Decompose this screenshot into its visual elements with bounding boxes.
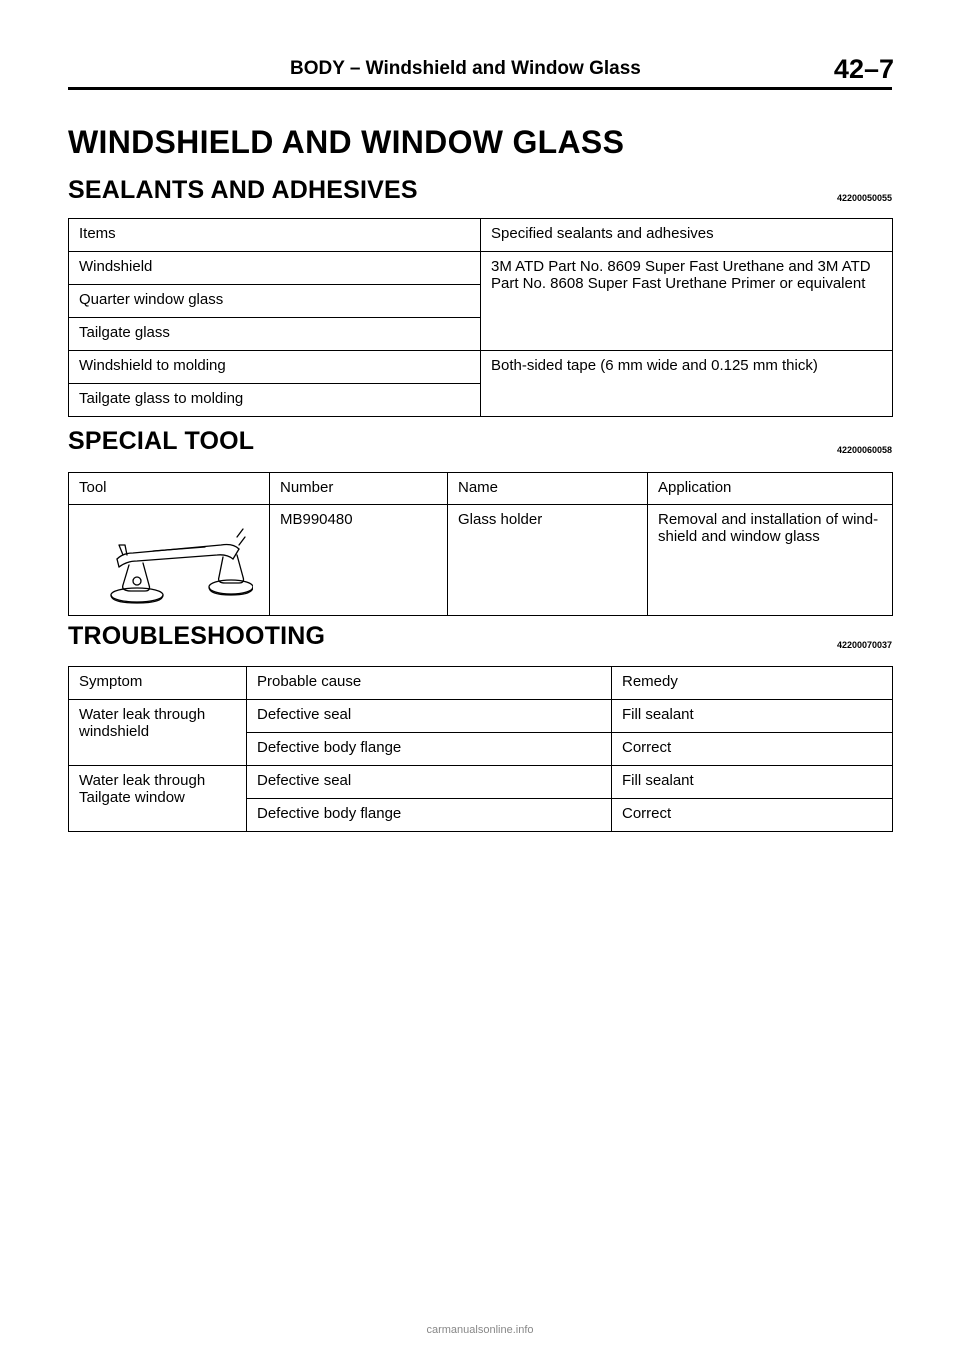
tool-number-cell: MB990480 bbox=[270, 505, 448, 616]
tool-image-cell bbox=[69, 505, 270, 616]
column-header-symptom: Symptom bbox=[69, 667, 247, 700]
header-title: BODY – Windshield and Window Glass bbox=[290, 58, 641, 79]
column-header-remedy: Remedy bbox=[612, 667, 893, 700]
symptom-cell: Water leak through Tailgate window bbox=[69, 766, 247, 832]
troubleshooting-table bbox=[68, 666, 893, 832]
special-tool-heading: SPECIAL TOOL bbox=[68, 427, 255, 455]
sealants-heading: SEALANTS AND ADHESIVES bbox=[68, 176, 418, 204]
cause-cell: Defective seal bbox=[247, 700, 612, 733]
column-header-number: Number bbox=[270, 473, 448, 505]
cause-cell: Defective body flange bbox=[247, 733, 612, 766]
header-divider bbox=[68, 87, 892, 90]
table-header-row bbox=[69, 473, 893, 505]
suction-cup-glass-holder-icon bbox=[93, 515, 253, 607]
table-row bbox=[69, 505, 893, 616]
column-header-spec: Specified sealants and adhesives bbox=[481, 219, 893, 252]
remedy-cell: Fill sealant bbox=[612, 766, 893, 799]
column-header-application: Application bbox=[648, 473, 893, 505]
item-cell: Tailgate glass to molding bbox=[69, 384, 481, 417]
column-header-items: Items bbox=[69, 219, 481, 252]
item-cell: Windshield bbox=[69, 252, 481, 285]
table-row bbox=[69, 351, 893, 384]
item-cell: Tailgate glass bbox=[69, 318, 481, 351]
item-cell: Windshield to molding bbox=[69, 351, 481, 384]
sealants-table bbox=[68, 218, 893, 417]
cause-cell: Defective seal bbox=[247, 766, 612, 799]
main-title: WINDSHIELD AND WINDOW GLASS bbox=[68, 124, 625, 160]
watermark-footer: carmanualsonline.info bbox=[426, 1324, 534, 1336]
remedy-cell: Correct bbox=[612, 799, 893, 832]
table-header-row bbox=[69, 219, 893, 252]
table-header-row bbox=[69, 667, 893, 700]
column-header-cause: Probable cause bbox=[247, 667, 612, 700]
tool-application-cell: Removal and installation of wind-shield and window glass bbox=[648, 505, 893, 616]
sealants-code: 42200050055 bbox=[836, 193, 892, 203]
remedy-cell: Correct bbox=[612, 733, 893, 766]
spec-tape-cell: Both-sided tape (6 mm wide and 0.125 mm thick) bbox=[481, 351, 893, 417]
special-tool-code: 42200060058 bbox=[836, 445, 892, 455]
remedy-cell: Fill sealant bbox=[612, 700, 893, 733]
tool-name-cell: Glass holder bbox=[448, 505, 648, 616]
column-header-name: Name bbox=[448, 473, 648, 505]
special-tool-table bbox=[68, 472, 893, 616]
table-row bbox=[69, 700, 893, 733]
table-row bbox=[69, 766, 893, 799]
spec-urethane-cell: 3M ATD Part No. 8609 Super Fast Urethane and 3M ATD Part No. 8608 Super Fast Urethane Primer or equivalent bbox=[481, 252, 893, 351]
table-row bbox=[69, 252, 893, 285]
item-cell: Quarter window glass bbox=[69, 285, 481, 318]
page-number: 42–7 bbox=[833, 54, 894, 84]
troubleshooting-heading: TROUBLESHOOTING bbox=[68, 622, 326, 650]
troubleshooting-code: 42200070037 bbox=[836, 640, 892, 650]
cause-cell: Defective body flange bbox=[247, 799, 612, 832]
symptom-cell: Water leak through windshield bbox=[69, 700, 247, 766]
column-header-tool: Tool bbox=[69, 473, 270, 505]
